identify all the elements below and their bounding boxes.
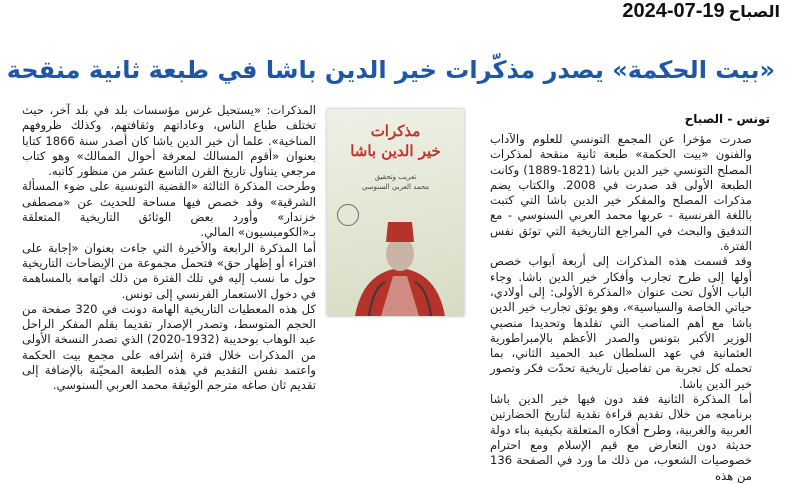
- article-column-right: [490, 132, 752, 483]
- paragraph: كل هذه المعطيات التاريخية الهامة دونت في 320 صفحة من الحجم المتوسط، وتصدر الإصدار تقديما بقلم المفكر الراحل عبد الوهاب بوحديبة (1932-2020) الذي تصدر النسخة الأولى من المذكرات خلال فترة إشرافه على مجمع بيت الحكمة واعتمد نفس التقديم في هذه الطبعة المحيّنة بالإضافة إلى تقديم ثان صاغه مترجم الوثيقة محمد العربي السنوسي.: [22, 301, 316, 393]
- book-cover-title: [327, 121, 464, 161]
- portrait-figure-icon: [345, 206, 455, 316]
- book-cover-image: [327, 109, 464, 316]
- paragraph: أما المذكرة الرابعة والأخيرة التي جاءت بعنوان «إجابة على افتراء أو إظهار حق» فتحمل مجموعة من الإيضاحات التاريخية حول ما نسب إليه في تلك الفترة من ذلك اتهامه بالمساهمة في دخول الاستعمار الفرنسي إلى تونس.: [22, 240, 316, 301]
- newspaper-name: الصباح: [728, 2, 780, 21]
- paragraph: صدرت مؤخرا عن المجمع التونسي للعلوم والآداب والفنون «بيت الحكمة» طبعة ثانية منقحة لمذكرات المصلح التونسي خير الدين باشا (1821-1889) وكانت الطبعة الأولى قد صدرت في 2008. والكتاب يضم مذكرات المصلح والمفكر خير الدين باشا التي كتبت باللغة الفرنسية - عربها محمد العربي السنوسي - مع التدقيق والبحث في المراجع التاريخية التي توثق نفس الفترة.: [490, 132, 752, 254]
- paragraph: وقد قسمت هذه المذكرات إلى أربعة أبواب خصص أولها إلى طرح تجارب وأفكار خير الدين باشا. وجاء الباب الأول تحت عنوان «المذكرة الأولى: إلى أولادي، حياتي الخاصة والسياسية»، وهو يوثق تجارب خير الدين باشا مع أهم المناصب التي تقلدها وتحديدا منصبي الوزير الأكبر بتونس والصدر الأعظم بالإمبراطورية العثمانية في عهد السلطان عبد الحميد الثاني، بما تحمله كل تجربة من تفاصيل تاريخية تحدّت فكر وتصور خير الدين باشا.: [490, 254, 752, 391]
- article-column-left: [22, 103, 316, 445]
- book-cover-title-line: خير الدين باشا: [350, 142, 441, 160]
- book-cover-subtitle-line: محمد العربي السنوسي: [361, 183, 430, 191]
- book-cover-title-line: مذكرات: [370, 122, 421, 140]
- article-byline: تونس - الصباح: [684, 112, 770, 126]
- paragraph: أما المذكرة الثانية فقد دون فيها خير الدين باشا برنامجه من خلال تقديم قراءة نقدية لتاريخ الحضارتين العربية والغربية، وطرح أفكاره المتعلقة بكيفية بناء دولة حديثة دون التعارض مع قيم الإسلام ومع احترام خصوصيات الشعوب، من ذلك ما ورد في الصفحة 136 من هذه: [490, 392, 752, 483]
- paragraph: المذكرات: «يستحيل غرس مؤسسات بلد في بلد آخر، حيث تختلف طباع الناس، وعاداتهم وثقافتهم، وكذلك ظروفهم المناخية». علما أن خير الدين باشا كان أصدر سنة 1866 كتابا بعنوان «أقوم المسالك لمعرفة أحوال الممالك» وهو كتاب مرجعي يتناول تاريخ القرن التاسع عشر من منظور كاتبه.: [22, 103, 316, 179]
- paragraph: وطرحت المذكرة الثالثة «القضية التونسية على ضوء المسألة الشرقية» وقد خصص فيها مساحة للحديث عن «مصطفى خزندار» وأورد بعض الوثائق التاريخية المتعلقة بـ«الكوميسيون» المالي.: [22, 179, 316, 240]
- article-headline: «بيت الحكمة» يصدر مذكّرات خير الدين باشا في طبعة ثانية منقحة: [6, 56, 775, 84]
- book-cover-subtitle-line: تعريب وتحقيق: [374, 173, 417, 181]
- publication-date: 2024-07-19: [622, 0, 725, 22]
- book-cover-subtitle: [327, 172, 464, 192]
- masthead: [622, 0, 780, 23]
